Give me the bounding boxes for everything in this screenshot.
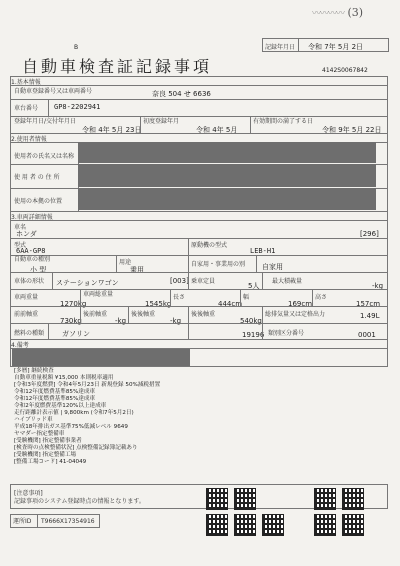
width-value: 169cm [288,300,313,308]
height-value: 157cm [356,300,381,308]
qr-code-7 [262,514,284,536]
shape-label: 車体の形状 [14,278,45,285]
max-load-value: -kg [372,282,384,290]
user-address-label: 使 用 者 の 住 所 [14,174,60,181]
first-reg-value: 令和 4年 5月 23日 [82,126,142,134]
remark-line: ヤマダー指定整備車 [14,431,65,437]
record-date-box [262,38,389,52]
redacted-base-location [78,188,376,210]
weight-value: 1270kg [60,300,87,308]
redacted-remarks-header [12,349,190,366]
width-label: 幅 [243,294,250,301]
id-value: T9666X17354916 [41,518,95,525]
remark-line: 走行距離計表示値 | 9,800km (令和7年5月2日) [14,410,134,416]
expiry-label: 有効期間の満了する日 [253,118,314,125]
redacted-user-name [78,142,376,163]
first-date-label: 初度登録年月 [143,118,180,125]
remark-line: [多暦] 継続検査 [14,368,54,374]
remark-line: ハイブリッド車 [14,417,53,423]
type-value: 小 型 [30,266,47,274]
maker-label: 車名 [14,224,27,231]
serial-number: 4142S0067842 [322,67,368,74]
qr-code-9 [342,514,364,536]
remark-line: [整備工場コード] 41-04049 [14,459,87,465]
front-axle-value: 730kg [60,317,82,325]
qr-code-8 [314,514,336,536]
rear-axle-front-label: 後前軸重 [83,311,108,318]
maker-value: ホンダ [16,230,37,238]
front-axle-label: 前前軸重 [14,311,39,318]
remark-line: [検査時の点検整備状況] 点検整備記録簿記載あり [14,445,138,451]
remark-line: 令和12年度燃費基準85%達成車 [14,389,96,395]
rear-axle-label-2: 後後軸重 [131,311,156,318]
section-vehicle-header: 3.車両詳細情報 [11,214,53,221]
class-value: 0001 [358,331,376,339]
class-label: 類別区分番号 [268,330,305,337]
rear-axle-value: 540kg [240,317,262,325]
notice-text: 記録事項のシステム登録時点の情報となります。 [14,498,145,505]
model-value: 6AA-GP8 [16,247,46,255]
id-label: 運所ID [13,518,32,525]
page-title: 自動車検査証記録事項 [22,57,213,76]
weight-label: 車両重量 [14,294,39,301]
chassis-value: GP8-2202941 [54,103,101,111]
redacted-user-address [78,164,376,187]
reg-number-label: 自動車登録番号又は車両番号 [14,88,93,95]
chassis-label: 車台番号 [14,105,39,112]
remark-line: [受験機関] 指定整備事業者 [14,438,82,444]
maker-code: [296] [360,230,379,238]
shape-value: ステーションワゴン [56,279,119,287]
record-date-label: 記録年月日 [265,44,296,51]
remark-line: 令和2年度燃費基準120%以上達成車 [14,403,107,409]
first-date-value: 令和 4年 5月 [196,126,238,134]
id-box [10,514,100,528]
private-label: 自家用・事業用の別 [191,261,246,268]
length-value: 444cm [218,300,243,308]
use-value: 乗用 [130,266,144,274]
length-label: 長さ [173,294,186,301]
max-load-label: 最大積載量 [272,278,303,285]
section-remarks-header: 4.備考 [11,342,29,349]
remark-line: 自動車重量税額 ¥15,000 本則税率適用 [14,375,114,381]
rear-axle-front-value: -kg [115,317,127,325]
notice-label: [注意事項] [14,490,43,497]
capacity-label: 乗車定員 [191,278,216,285]
corner-number: (3) [347,6,364,19]
rear-axle-value-2: -kg [170,317,182,325]
capacity-value: 5人 [248,282,260,290]
first-reg-label: 登録年月日/交付年月日 [14,118,77,125]
gross-label: 車両総重量 [83,291,114,298]
use-label: 用途 [119,259,132,266]
section-basic-header: 1.基本情報 [11,79,41,86]
remark-line: 平成18年排出ガス基準75%低減レベル 9649 [14,424,128,430]
section-user-header: 2.使用者情報 [11,136,47,143]
handwritten-mark: 〰〰〰〰 (3) [312,6,364,19]
gross-value: 1545kg [145,300,172,308]
rear-axle-label: 後後軸重 [191,311,216,318]
engine-label: 原動機の型式 [191,242,228,249]
height-label: 高さ [315,294,328,301]
fuel-value: ガソリン [62,330,90,338]
reg-number-value: 奈良 504 せ 6636 [152,90,211,98]
type-label: 自動車の種別 [14,256,51,263]
qr-code-5 [206,514,228,536]
qr-code-1 [206,488,228,510]
remark-line: 令和12年度燃費基準85%達成車 [14,396,96,402]
remark-line: [受験機関] 指定整備工場 [14,452,77,458]
model-label: 型式 [14,242,27,249]
user-name-label: 使用者の氏名又は名称 [14,153,75,160]
private-value: 自家用 [262,263,283,271]
qr-code-3 [314,488,336,510]
displacement-value: 1.49L [360,312,380,320]
subtitle-char: B [74,44,79,51]
remark-line: [令和3年度燃費] 令和4年5月23日 新規登録 50%減税措置 [14,382,161,388]
qr-code-2 [234,488,256,510]
expiry-value: 令和 9年 5月 22日 [322,126,382,134]
qr-code-6 [234,514,256,536]
qr-code-4 [342,488,364,510]
engine-value: LEB-H1 [250,247,276,255]
base-location-label: 使用の本拠の位置 [14,198,63,205]
model-designation-number: 19196 [242,331,265,339]
record-date-value: 令和 7年 5月 2日 [308,43,364,51]
displacement-label: 総排気量又は定格出力 [265,311,326,318]
fuel-label: 燃料の種類 [14,330,45,337]
shape-code: [003] [170,277,189,285]
